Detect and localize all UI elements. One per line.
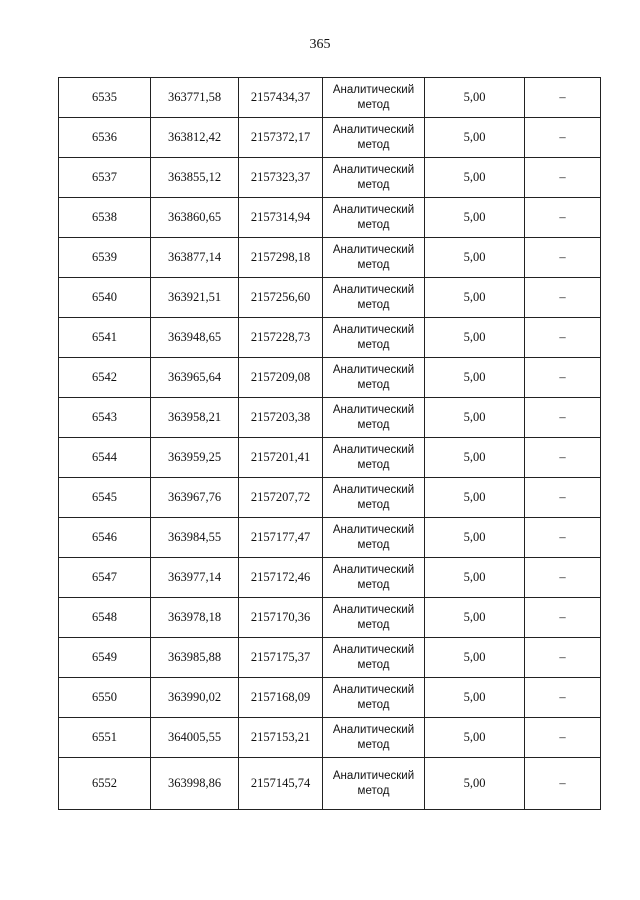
x-coordinate-cell: 363860,65 — [151, 198, 239, 238]
method-cell — [323, 438, 425, 478]
point-id-cell: 6547 — [59, 558, 151, 598]
table-row — [59, 158, 601, 198]
table-row — [59, 678, 601, 718]
y-coordinate-cell: 2157145,74 — [239, 758, 323, 810]
method-line-2: метод — [357, 498, 390, 511]
x-coordinate-cell: 363967,76 — [151, 478, 239, 518]
coordinates-table — [58, 77, 601, 810]
method-cell — [323, 118, 425, 158]
method-line-2: метод — [357, 298, 390, 311]
y-coordinate-cell: 2157228,73 — [239, 318, 323, 358]
x-coordinate-cell: 363984,55 — [151, 518, 239, 558]
note-cell: – — [525, 478, 601, 518]
method-cell — [323, 238, 425, 278]
method-line-2: метод — [357, 258, 390, 271]
table-row — [59, 478, 601, 518]
y-coordinate-cell: 2157175,37 — [239, 638, 323, 678]
note-cell: – — [525, 158, 601, 198]
method-line-1: Аналитический — [332, 363, 415, 376]
method-cell — [323, 398, 425, 438]
table-row — [59, 438, 601, 478]
y-coordinate-cell: 2157172,46 — [239, 558, 323, 598]
error-cell: 5,00 — [425, 638, 525, 678]
table-row — [59, 118, 601, 158]
note-cell: – — [525, 598, 601, 638]
y-coordinate-cell: 2157434,37 — [239, 78, 323, 118]
error-cell: 5,00 — [425, 158, 525, 198]
note-cell: – — [525, 758, 601, 810]
table-row — [59, 758, 601, 810]
point-id-cell: 6544 — [59, 438, 151, 478]
error-cell: 5,00 — [425, 558, 525, 598]
method-cell — [323, 78, 425, 118]
error-cell: 5,00 — [425, 278, 525, 318]
y-coordinate-cell: 2157153,21 — [239, 718, 323, 758]
point-id-cell: 6540 — [59, 278, 151, 318]
x-coordinate-cell: 363921,51 — [151, 278, 239, 318]
x-coordinate-cell: 363958,21 — [151, 398, 239, 438]
x-coordinate-cell: 363985,88 — [151, 638, 239, 678]
point-id-cell: 6535 — [59, 78, 151, 118]
point-id-cell: 6536 — [59, 118, 151, 158]
method-cell — [323, 638, 425, 678]
x-coordinate-cell: 363855,12 — [151, 158, 239, 198]
point-id-cell: 6548 — [59, 598, 151, 638]
note-cell: – — [525, 118, 601, 158]
point-id-cell: 6541 — [59, 318, 151, 358]
method-line-1: Аналитический — [332, 443, 415, 456]
note-cell: – — [525, 78, 601, 118]
method-line-1: Аналитический — [332, 243, 415, 256]
method-cell — [323, 158, 425, 198]
y-coordinate-cell: 2157209,08 — [239, 358, 323, 398]
method-line-1: Аналитический — [332, 483, 415, 496]
method-cell — [323, 598, 425, 638]
note-cell: – — [525, 398, 601, 438]
error-cell: 5,00 — [425, 518, 525, 558]
y-coordinate-cell: 2157256,60 — [239, 278, 323, 318]
method-line-2: метод — [357, 578, 390, 591]
method-line-1: Аналитический — [332, 123, 415, 136]
method-line-1: Аналитический — [332, 643, 415, 656]
x-coordinate-cell: 364005,55 — [151, 718, 239, 758]
point-id-cell: 6552 — [59, 758, 151, 810]
x-coordinate-cell: 363959,25 — [151, 438, 239, 478]
x-coordinate-cell: 363977,14 — [151, 558, 239, 598]
y-coordinate-cell: 2157177,47 — [239, 518, 323, 558]
method-line-1: Аналитический — [332, 723, 415, 736]
table-row — [59, 598, 601, 638]
method-cell — [323, 678, 425, 718]
y-coordinate-cell: 2157168,09 — [239, 678, 323, 718]
point-id-cell: 6538 — [59, 198, 151, 238]
error-cell: 5,00 — [425, 678, 525, 718]
error-cell: 5,00 — [425, 358, 525, 398]
table-row — [59, 358, 601, 398]
table-row — [59, 318, 601, 358]
table-row — [59, 638, 601, 678]
y-coordinate-cell: 2157314,94 — [239, 198, 323, 238]
y-coordinate-cell: 2157201,41 — [239, 438, 323, 478]
method-line-1: Аналитический — [332, 563, 415, 576]
method-line-2: метод — [357, 458, 390, 471]
note-cell: – — [525, 518, 601, 558]
method-line-2: метод — [357, 178, 390, 191]
error-cell: 5,00 — [425, 78, 525, 118]
error-cell: 5,00 — [425, 718, 525, 758]
x-coordinate-cell: 363877,14 — [151, 238, 239, 278]
table-body — [59, 78, 601, 810]
method-line-1: Аналитический — [332, 203, 415, 216]
point-id-cell: 6551 — [59, 718, 151, 758]
error-cell: 5,00 — [425, 118, 525, 158]
error-cell: 5,00 — [425, 318, 525, 358]
method-line-2: метод — [357, 618, 390, 631]
method-cell — [323, 318, 425, 358]
x-coordinate-cell: 363978,18 — [151, 598, 239, 638]
method-cell — [323, 278, 425, 318]
note-cell: – — [525, 278, 601, 318]
note-cell: – — [525, 638, 601, 678]
method-cell — [323, 358, 425, 398]
method-line-1: Аналитический — [332, 523, 415, 536]
method-line-1: Аналитический — [332, 283, 415, 296]
method-line-2: метод — [357, 538, 390, 551]
table-row — [59, 278, 601, 318]
method-cell — [323, 518, 425, 558]
method-line-2: метод — [357, 784, 390, 797]
method-line-2: метод — [357, 98, 390, 111]
note-cell: – — [525, 358, 601, 398]
note-cell: – — [525, 438, 601, 478]
note-cell: – — [525, 198, 601, 238]
error-cell: 5,00 — [425, 198, 525, 238]
method-line-1: Аналитический — [332, 83, 415, 96]
point-id-cell: 6546 — [59, 518, 151, 558]
point-id-cell: 6550 — [59, 678, 151, 718]
method-line-2: метод — [357, 378, 390, 391]
note-cell: – — [525, 318, 601, 358]
method-line-2: метод — [357, 218, 390, 231]
y-coordinate-cell: 2157207,72 — [239, 478, 323, 518]
y-coordinate-cell: 2157203,38 — [239, 398, 323, 438]
y-coordinate-cell: 2157298,18 — [239, 238, 323, 278]
point-id-cell: 6543 — [59, 398, 151, 438]
method-line-2: метод — [357, 738, 390, 751]
point-id-cell: 6537 — [59, 158, 151, 198]
table-row — [59, 398, 601, 438]
y-coordinate-cell: 2157323,37 — [239, 158, 323, 198]
method-line-2: метод — [357, 138, 390, 151]
x-coordinate-cell: 363948,65 — [151, 318, 239, 358]
point-id-cell: 6542 — [59, 358, 151, 398]
point-id-cell: 6545 — [59, 478, 151, 518]
method-cell — [323, 558, 425, 598]
method-line-1: Аналитический — [332, 323, 415, 336]
point-id-cell: 6539 — [59, 238, 151, 278]
method-line-1: Аналитический — [332, 403, 415, 416]
x-coordinate-cell: 363998,86 — [151, 758, 239, 810]
y-coordinate-cell: 2157372,17 — [239, 118, 323, 158]
method-line-2: метод — [357, 658, 390, 671]
x-coordinate-cell: 363965,64 — [151, 358, 239, 398]
method-cell — [323, 758, 425, 810]
point-id-cell: 6549 — [59, 638, 151, 678]
method-cell — [323, 718, 425, 758]
method-line-2: метод — [357, 698, 390, 711]
method-line-1: Аналитический — [332, 163, 415, 176]
method-line-1: Аналитический — [332, 603, 415, 616]
method-line-1: Аналитический — [332, 683, 415, 696]
error-cell: 5,00 — [425, 238, 525, 278]
error-cell: 5,00 — [425, 598, 525, 638]
method-line-2: метод — [357, 338, 390, 351]
x-coordinate-cell: 363990,02 — [151, 678, 239, 718]
table-row — [59, 198, 601, 238]
table-row — [59, 718, 601, 758]
page-number: 365 — [309, 37, 331, 52]
error-cell: 5,00 — [425, 398, 525, 438]
method-cell — [323, 198, 425, 238]
error-cell: 5,00 — [425, 478, 525, 518]
error-cell: 5,00 — [425, 438, 525, 478]
table-row — [59, 78, 601, 118]
y-coordinate-cell: 2157170,36 — [239, 598, 323, 638]
error-cell: 5,00 — [425, 758, 525, 810]
table-row — [59, 238, 601, 278]
method-line-2: метод — [357, 418, 390, 431]
note-cell: – — [525, 718, 601, 758]
table-row — [59, 558, 601, 598]
note-cell: – — [525, 238, 601, 278]
method-cell — [323, 478, 425, 518]
method-line-1: Аналитический — [332, 769, 415, 782]
x-coordinate-cell: 363771,58 — [151, 78, 239, 118]
table-row — [59, 518, 601, 558]
x-coordinate-cell: 363812,42 — [151, 118, 239, 158]
note-cell: – — [525, 678, 601, 718]
note-cell: – — [525, 558, 601, 598]
